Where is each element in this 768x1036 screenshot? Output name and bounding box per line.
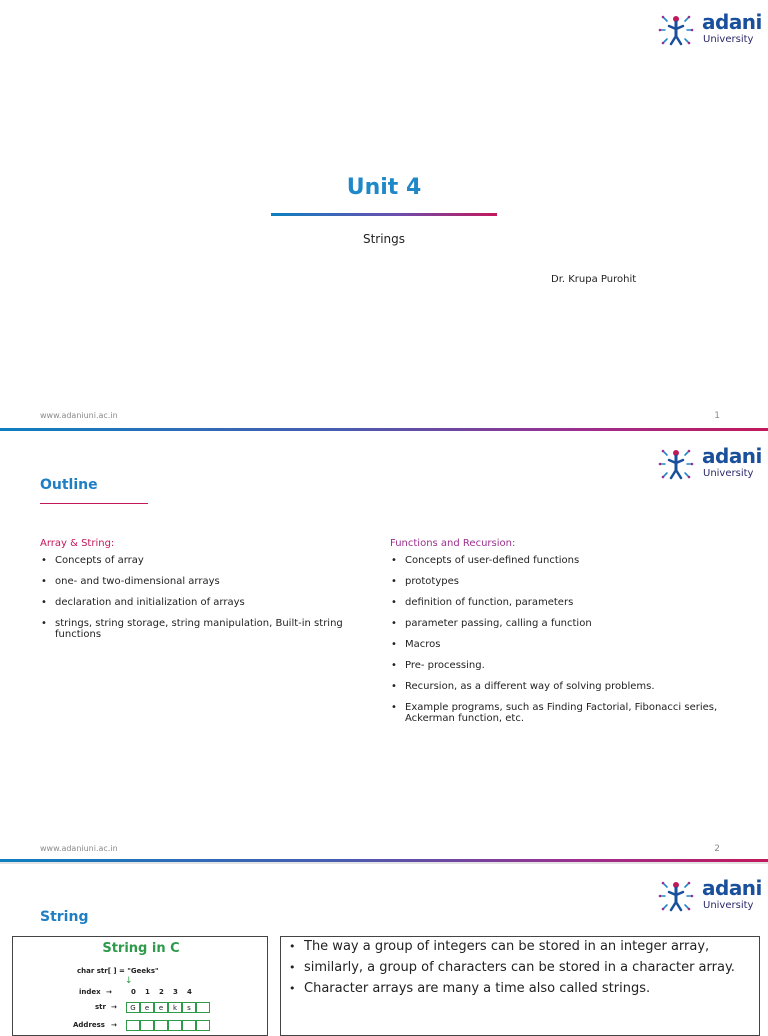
unit-title: Unit 4	[346, 175, 422, 200]
array-string-column	[40, 538, 370, 650]
list-item: • strings, string storage, string manipulation, Built-in string functions	[40, 618, 370, 640]
char-cell: e	[140, 1002, 154, 1013]
list-item: • Example programs, such as Finding Factorial, Fibonacci series, Ackerman function, etc.	[390, 702, 720, 724]
declaration-label: char str[ ] = "Geeks"	[77, 967, 159, 975]
address-cell	[196, 1020, 210, 1031]
arrow-right-icon: →	[111, 1003, 117, 1011]
address-cell	[154, 1020, 168, 1031]
char-cell	[196, 1002, 210, 1013]
char-cell: s	[182, 1002, 196, 1013]
str-label: str	[95, 1003, 106, 1011]
list-item: • prototypes	[390, 576, 720, 587]
heading-underline	[40, 503, 148, 504]
char-cell: k	[168, 1002, 182, 1013]
address-cell	[182, 1020, 196, 1031]
logo-subtitle: University	[703, 34, 754, 45]
logo-brand: adani	[702, 444, 762, 468]
string-in-c-diagram	[12, 936, 268, 1036]
adani-university-logo	[658, 444, 762, 484]
list-item: • Concepts of array	[40, 555, 370, 566]
slide-string	[0, 864, 768, 1029]
list-item: • definition of function, parameters	[390, 597, 720, 608]
functions-recursion-list	[390, 555, 720, 724]
list-item: • Recursion, as a different way of solving problems.	[390, 681, 720, 692]
list-item: • declaration and initialization of arrays	[40, 597, 370, 608]
unit-subtitle: Strings	[362, 232, 406, 246]
array-string-heading: Array & String:	[40, 538, 115, 549]
slide-outline	[0, 432, 768, 864]
footer-url: www.adaniuni.ac.in	[40, 411, 118, 420]
arrow-down-icon: ↓	[125, 976, 133, 986]
list-item: • Concepts of user-defined functions	[390, 555, 720, 566]
adani-emblem-icon	[658, 446, 694, 482]
string-explanation-box	[280, 936, 760, 1036]
footer-gradient-bar	[0, 428, 768, 431]
address-cell	[126, 1020, 140, 1031]
list-item: • Character arrays are many a time also called strings.	[287, 981, 751, 996]
index-value: 2	[159, 988, 164, 996]
char-cell: G	[126, 1002, 140, 1013]
outline-heading: Outline	[40, 477, 98, 493]
char-cell: e	[154, 1002, 168, 1013]
logo-brand: adani	[702, 876, 762, 900]
adani-emblem-icon	[658, 12, 694, 48]
list-item: • one- and two-dimensional arrays	[40, 576, 370, 587]
arrow-right-icon: →	[106, 988, 112, 996]
slide-title	[0, 0, 768, 432]
page-number: 1	[714, 411, 720, 421]
address-label: Address	[73, 1021, 105, 1029]
address-cell	[168, 1020, 182, 1031]
logo-subtitle: University	[703, 468, 754, 479]
index-value: 4	[187, 988, 192, 996]
title-underline	[271, 213, 497, 216]
logo-subtitle: University	[703, 900, 754, 911]
logo-brand: adani	[702, 10, 762, 34]
adani-university-logo	[658, 876, 762, 916]
functions-recursion-column	[390, 538, 720, 734]
string-heading: String	[40, 909, 89, 925]
list-item: • parameter passing, calling a function	[390, 618, 720, 629]
list-item: • Pre- processing.	[390, 660, 720, 671]
list-item: • similarly, a group of characters can be stored in a character array.	[287, 960, 751, 975]
list-item: • The way a group of integers can be stored in an integer array,	[287, 939, 751, 954]
adani-emblem-icon	[658, 878, 694, 914]
diagram-title: String in C	[102, 941, 180, 956]
functions-recursion-heading: Functions and Recursion:	[390, 538, 516, 549]
page-number: 2	[714, 844, 720, 854]
array-string-list	[40, 555, 370, 640]
arrow-right-icon: →	[111, 1021, 117, 1029]
footer-url: www.adaniuni.ac.in	[40, 844, 118, 853]
string-points-list	[287, 939, 751, 996]
list-item: • Macros	[390, 639, 720, 650]
index-label: index	[79, 988, 101, 996]
index-value: 0	[131, 988, 136, 996]
index-value: 1	[145, 988, 150, 996]
index-value: 3	[173, 988, 178, 996]
address-cell	[140, 1020, 154, 1031]
adani-university-logo	[658, 10, 762, 50]
author-name: Dr. Krupa Purohit	[551, 274, 637, 285]
